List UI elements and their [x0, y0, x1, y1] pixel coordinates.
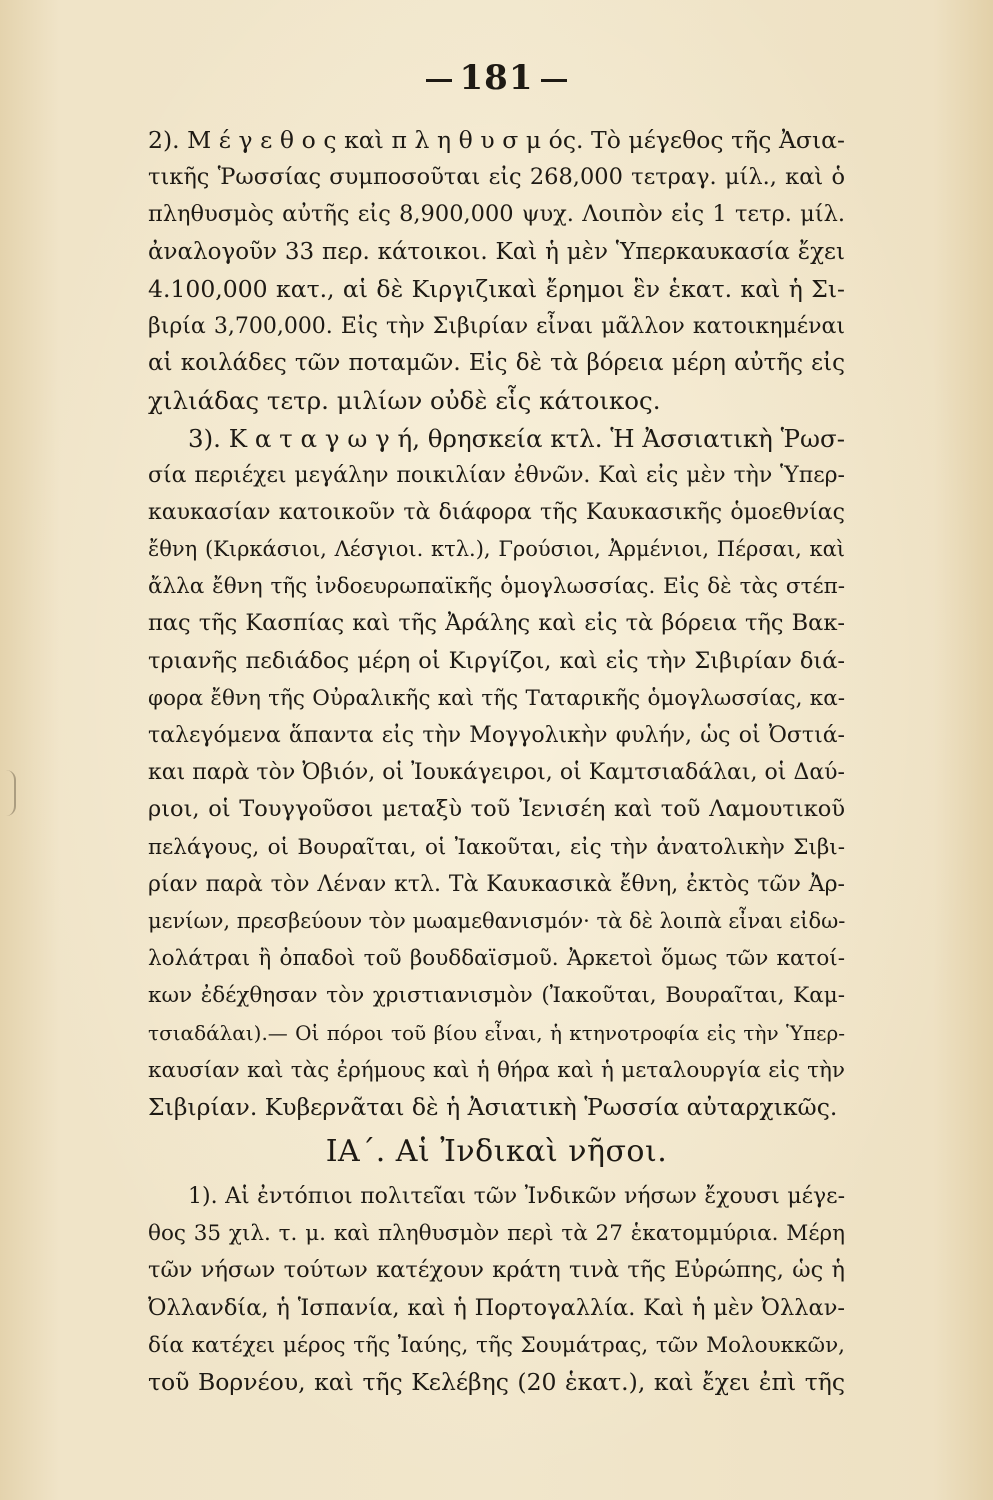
text-line: καυσίαν καὶ τὰς ἐρήμους καὶ ἡ θήρα καὶ ἡ μεταλουργία εἰς τὴν: [148, 1057, 845, 1083]
text-line: σία περιέχει μεγάλην ποικιλίαν ἐθνῶν. Καὶ εἰς μὲν τὴν Ὑπερ-: [148, 462, 845, 488]
text-line: πληθυσμὸς αὐτῆς εἰς 8,900,000 ψυχ. Λοιπὸν εἰς 1 τετρ. μίλ.: [148, 201, 845, 228]
page-number: 181: [459, 58, 534, 98]
section-heading: ΙΑ΄. Αἱ Ἰνδικαὶ νῆσοι.: [325, 1134, 668, 1170]
page-number-header: [0, 58, 993, 98]
paragraph-size-population: [148, 122, 845, 420]
text-line: θος 35 χιλ. τ. μ. καὶ πληθυσμὸν περὶ τὰ 27 ἑκατομμύρια. Μέρη: [148, 1221, 845, 1247]
paragraph-origin-religion: [148, 420, 845, 1127]
right-dash-ornament: [541, 79, 567, 82]
binding-edge-mark: [0, 770, 16, 816]
text-line: κων ἐδέχθησαν τὸν χριστιανισμὸν (Ἰακοῦται, Βουραῖται, Καμ-: [148, 983, 845, 1009]
text-line: μενίων, πρεσβεύουν τὸν μωαμεθανισμόν· τὰ δὲ λοιπὰ εἶναι εἰδω-: [148, 908, 845, 933]
text-line: και παρὰ τὸν Ὀβιόν, οἱ Ἰουκάγειροι, οἱ Καμτσιαδάλαι, οἱ Δαύ-: [148, 760, 845, 786]
text-line: 1). Αἱ ἐντόπιοι πολιτεῖαι τῶν Ἰνδικῶν νήσων ἔχουσι μέγε-: [188, 1184, 845, 1210]
text-line: τριανῆς πεδιάδος μέρη οἱ Κιργίζοι, καὶ εἰς τὴν Σιβιρίαν διά-: [148, 647, 845, 674]
text-line: τῶν νήσων τούτων κατέχουν κράτη τινὰ τῆς Εὐρώπης, ὡς ἡ: [148, 1257, 845, 1284]
left-dash-ornament: [426, 79, 452, 82]
text-line: ριοι, οἱ Τουγγοῦσοι μεταξὺ τοῦ Ἰενισέη καὶ τοῦ Λαμουτικοῦ: [148, 796, 845, 823]
text-line: ρίαν παρὰ τὸν Λέναν κτλ. Τὰ Καυκασικὰ ἔθνη, ἐκτὸς τῶν Ἀρ-: [148, 871, 845, 897]
text-line: 2). Μ έ γ ε θ ο ς καὶ π λ η θ υ σ μ ός. Τὸ μέγεθος τῆς Ἀσια-: [148, 126, 845, 154]
text-line: Σιβιρίαν. Κυβερνᾶται δὲ ἡ Ἀσιατικὴ Ῥωσσία αὐταρχικῶς.: [148, 1092, 838, 1121]
text-line: 4.100,000 κατ., αἱ δὲ Κιργιζικαὶ ἔρημοι ἓν ἑκατ. καὶ ἡ Σι-: [148, 274, 845, 303]
text-line: φορα ἔθνη τῆς Οὐραλικῆς καὶ τῆς Ταταρικῆς ὁμογλωσσίας, κα-: [148, 685, 845, 711]
text-line: λολάτραι ἢ ὀπαδοὶ τοῦ βουδδαϊσμοῦ. Ἀρκετοὶ ὅμως τῶν κατοί-: [148, 946, 845, 972]
text-line: τσιαδάλαι).— Οἱ πόροι τοῦ βίου εἶναι, ἡ κτηνοτροφία εἰς τὴν Ὑπερ-: [148, 1020, 845, 1045]
text-line: πας τῆς Κασπίας καὶ τῆς Ἀράλης καὶ εἰς τὰ βόρεια τῆς Βακ-: [148, 610, 845, 637]
paragraph-indian-islands: [148, 1178, 845, 1401]
text-line: ἄλλα ἔθνη τῆς ἰνδοευρωπαϊκῆς ὁμογλωσσίας. Εἰς δὲ τὰς στέπ-: [148, 574, 845, 600]
text-line: αἱ κοιλάδες τῶν ποταμῶν. Εἰς δὲ τὰ βόρεια μέρη αὐτῆς εἰς: [148, 350, 845, 377]
text-line: ἀναλογοῦν 33 περ. κάτοικοι. Καὶ ἡ μὲν Ὑπερκαυκασία ἔχει: [148, 238, 845, 265]
main-text: [148, 122, 845, 1401]
text-line: καυκασίαν κατοικοῦν τὰ διάφορα τῆς Καυκασικῆς ὁμοεθνίας: [148, 499, 845, 525]
text-line: τοῦ Βορνέου, καὶ τῆς Κελέβης (20 ἑκατ.), καὶ ἔχει ἐπὶ τῆς: [148, 1368, 845, 1396]
text-line: χιλιάδας τετρ. μιλίων οὐδὲ εἷς κάτοικος.: [148, 386, 661, 416]
text-line: τικῆς Ῥωσσίας συμποσοῦται εἰς 268,000 τετραγ. μίλ., καὶ ὁ: [148, 164, 845, 191]
text-line: ἔθνη (Κιρκάσιοι, Λέσγιοι. κτλ.), Γρούσιοι, Ἀρμένιοι, Πέρσαι, καὶ: [148, 537, 845, 562]
text-line: δία κατέχει μέρος τῆς Ἰαύης, τῆς Σουμάτρας, τῶν Μολουκκῶν,: [148, 1332, 845, 1358]
text-line: βιρία 3,700,000. Εἰς τὴν Σιβιρίαν εἶναι μᾶλλον κατοικημέναι: [148, 313, 845, 339]
text-line: ταλεγόμενα ἅπαντα εἰς τὴν Μογγολικὴν φυλήν, ὡς οἱ Ὀστιά-: [148, 723, 845, 748]
text-line: 3). Κ α τ α γ ω γ ή, θρησκεία κτλ. Ἡ Ἀσσιατικὴ Ῥωσ-: [188, 423, 845, 453]
text-line: πελάγους, οἱ Βουραῖται, οἱ Ἰακοῦται, εἰς τὴν ἀνατολικὴν Σιβι-: [148, 834, 845, 860]
text-line: Ὀλλανδία, ἡ Ἱσπανία, καὶ ἡ Πορτογαλλία. Καὶ ἡ μὲν Ὀλλαν-: [148, 1294, 845, 1321]
